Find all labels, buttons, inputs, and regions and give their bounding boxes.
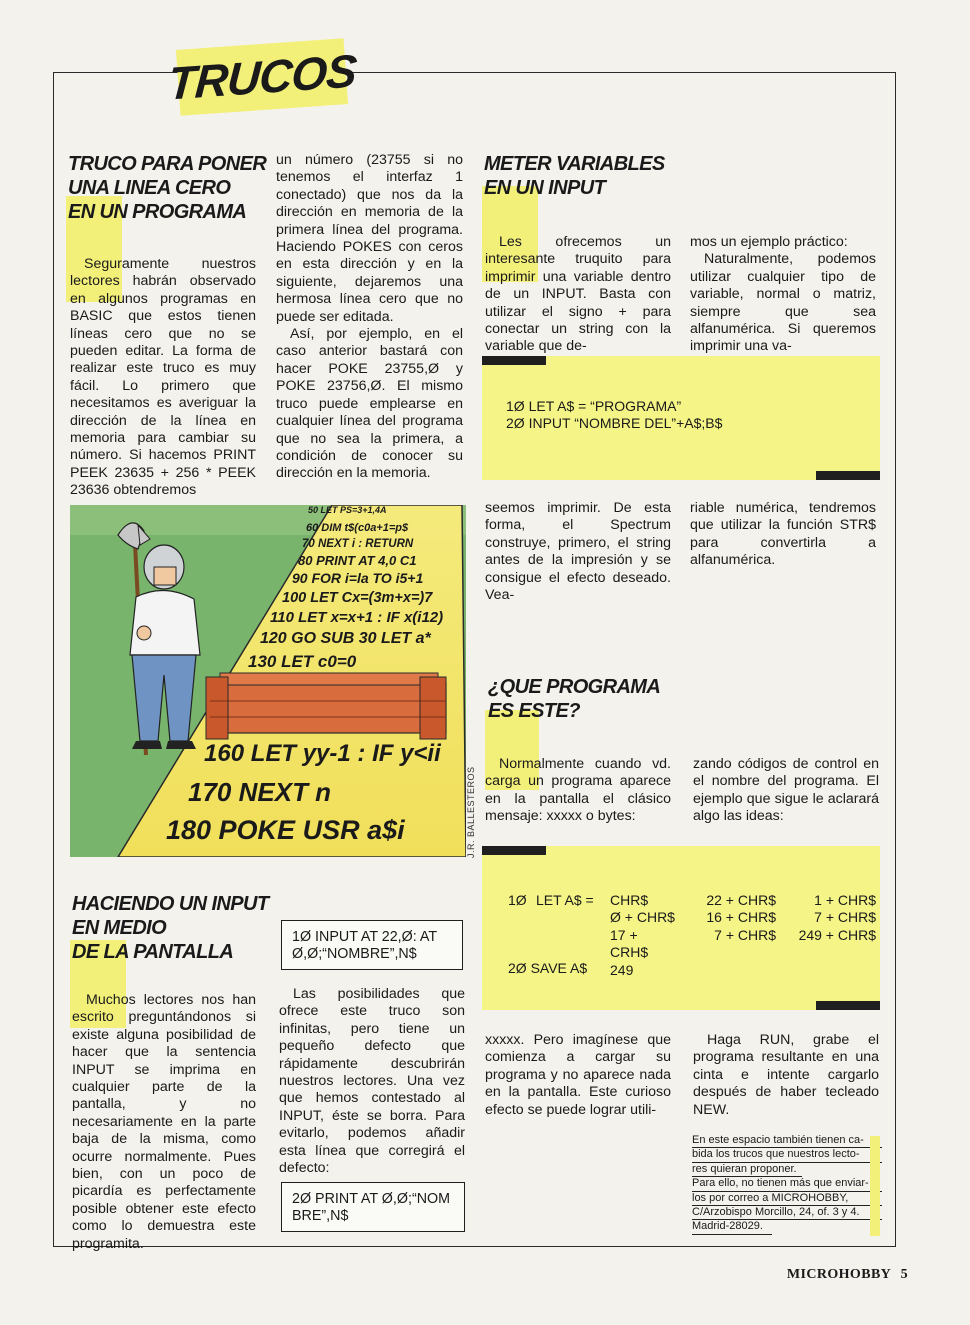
note-line: C/Arzobispo Morcillo, 24, of. 3 y 4.: [692, 1206, 882, 1220]
castle-wall: [206, 673, 446, 739]
magazine-name: MICROHOBBY: [786, 1267, 891, 1282]
road-code-line: 130 LET c0=0: [248, 652, 357, 671]
code-box-bar: [482, 846, 546, 855]
article2-text-3: Naturalmente, podemos utilizar cualquier tipo de variable, normal o matriz, siempre que sea alfanumérica. Si queremos imprimir una va-: [690, 251, 876, 355]
road-code-line: 90 FOR i=la TO i5+1: [292, 570, 424, 586]
code-line: 2Ø SAVE A$: [508, 960, 588, 976]
code-box-bar: [482, 356, 546, 365]
code-box-variables: [482, 356, 880, 480]
article4-heading: HACIENDO UN INPUT EN MEDIO DE LA PANTALLA: [72, 893, 269, 963]
illustration-credit: J.R. BALLESTEROS: [466, 766, 476, 858]
code-box-program: [482, 846, 880, 1010]
code-line: 1Ø LET A$ = “PROGRAMA”: [506, 398, 682, 414]
article2-col1: [485, 234, 671, 356]
article2-text-5: riable numérica, tendremos que utilizar la función STR$ para convertirla a alfanumérica.: [690, 500, 876, 569]
road-code-line: 170 NEXT n: [188, 777, 332, 807]
code-box-print: [281, 1182, 465, 1232]
page-footer: [787, 1267, 908, 1283]
illustration: [70, 505, 466, 857]
note-line: res quieran proponer.: [692, 1163, 802, 1177]
article2-col2: [690, 234, 876, 356]
article2-text-4: seemos imprimir. De esta forma, el Spectrum construye, primero, el string antes de la impresión y se consigue el efecto deseado. Vea-: [485, 500, 671, 604]
article1-col2: [276, 152, 463, 483]
road-code-line: 50 LET PS=3+1,4A: [308, 505, 387, 515]
article3-after-col2: [693, 1032, 879, 1119]
code-line: 2Ø PRINT AT Ø,Ø;“NOM BRE”,N$: [292, 1191, 451, 1224]
reader-note: [692, 1134, 882, 1238]
note-line: bida los trucos que nuestros lecto-: [692, 1148, 882, 1162]
road-code-line: 100 LET Cx=(3m+x=)7: [282, 590, 433, 606]
road-code-line: 120 GO SUB 30 LET a*: [260, 630, 431, 647]
article2-after-col1: [485, 500, 671, 604]
article3-text: Normalmente cuando vd. carga un programa aparece en la pantalla el clásico mensaje: xxxxx o bytes:: [485, 756, 671, 825]
note-line: En este espacio también tienen ca-: [692, 1134, 882, 1148]
code-box-input: [281, 920, 463, 970]
article4-col2: [279, 986, 465, 1177]
road-code-line: 70 NEXT i : RETURN: [302, 538, 414, 550]
article3-col2: [693, 756, 879, 826]
road-code-line: 160 LET yy-1 : IF y<ii: [204, 740, 441, 767]
article1-col1: [70, 256, 256, 500]
code-grid: CHR$ 22 + CHR$ 1 + CHR$ Ø + CHR$ 16 + CHR$ 7 + CHR$ 17 + CRH$ 7 + CHR$ 249 + CHR$ 249: [610, 892, 876, 978]
article4-text-2: Las posibilidades que ofrece este truco son infinitas, pero tiene un pequeño defecto que rápidamente descubrirán nuestros lectores. Una vez que hemos contestado al INPUT, éste se borra. Para evitarlo, podemos añadir esta línea que corregirá el defecto:: [279, 986, 465, 1177]
code-line-statement: LET A$ =: [536, 892, 594, 908]
article4-col1: [72, 992, 256, 1253]
note-line: Madrid-28029.: [692, 1220, 772, 1234]
road-code-line: 180 POKE USR a$i: [166, 815, 405, 845]
article3-after-col1: [485, 1032, 671, 1119]
article2-heading: METER VARIABLES EN UN INPUT: [484, 153, 665, 199]
article3-text-3: xxxxx. Pero imagínese que comienza a cargar su programa y no aparece nada en la pantalla. Este curioso efecto se puede lograr utili-: [485, 1032, 671, 1118]
code-box-bar: [816, 1001, 880, 1010]
article1-text-3: Así, por ejemplo, en el caso anterior bastará con hacer POKE 23755,Ø y POKE 23756,Ø. El mismo truco puede emplearse en cualquier línea del programa que no sea la primera, a condición de conocer su dirección en la memoria.: [276, 326, 463, 482]
article3-text-4: Haga RUN, grabe el programa resultante en una cinta e intente cargarlo después de haber tecleado NEW.: [693, 1032, 879, 1118]
code-line-number: 1Ø: [508, 892, 527, 908]
road-code-line: 110 LET x=x+1 : IF x(i12): [270, 609, 444, 626]
article3-text-2: zando códigos de control en el nombre del programa. El ejemplo que sigue le aclarará algo las ideas:: [693, 756, 879, 825]
code-box-bar: [816, 471, 880, 480]
road-code-line: 80 PRINT AT 4,0 C1: [298, 553, 417, 568]
article1-heading: TRUCO PARA PONER UNA LINEA CERO EN UN PROGRAMA: [68, 153, 267, 223]
code-line: 1Ø INPUT AT 22,Ø: AT Ø,Ø;“NOMBRE”,N$: [292, 929, 437, 962]
article2-text-2: mos un ejemplo práctico:: [690, 234, 848, 250]
section-title-tag: [166, 38, 358, 116]
article2-after-col2: [690, 500, 876, 570]
article1-text: Seguramente nuestros lectores habrán observado en algunos programas en BASIC que estos tienen líneas cero que no se pueden editar. La forma de realizar este truco es muy fácil. Lo primero que necesitamos es averiguar la dirección de la línea en memoria para cambiar su número. Si hacemos PRINT PEEK 23635 + 256 * PEEK 23636 obtendremos: [70, 256, 256, 499]
road-code-line: 60 DIM t$(c0a+1=p$: [306, 522, 409, 534]
page-number: 5: [900, 1267, 908, 1282]
section-title: TRUCOS: [166, 44, 358, 110]
note-line: los por correo a MICROHOBBY,: [692, 1192, 882, 1206]
highlight-block: [870, 1136, 880, 1236]
article3-heading: ¿QUE PROGRAMA ES ESTE?: [488, 676, 661, 722]
article2-text: Les ofrecemos un interesante truquito para imprimir una variable dentro de un INPUT. Basta con utilizar el signo + para conectar un string con la variable que de-: [485, 234, 671, 355]
code-line: 2Ø INPUT “NOMBRE DEL”+A$;B$: [506, 415, 723, 431]
article4-text: Muchos lectores nos han escrito preguntándonos si existe alguna posibilidad de hacer que la sentencia INPUT se imprima en cualquier parte de la pantalla, y no necesariamente en la parte baja de la misma, como ocurre normalmente. Pues bien, con un poco de picardía es perfectamente posible obtener este efecto como lo demuestra este programita.: [72, 992, 256, 1252]
article3-col1: [485, 756, 671, 826]
article1-text-2: un número (23755 si no tenemos el interfaz 1 conectado) que nos da la dirección en memoria de la primera línea del programa. Haciendo POKES con ceros en esta dirección y en la siguiente, dejaremos una hermosa línea cero que no puede ser editada.: [276, 152, 463, 325]
note-line: Para ello, no tienen más que enviar-: [692, 1177, 882, 1191]
